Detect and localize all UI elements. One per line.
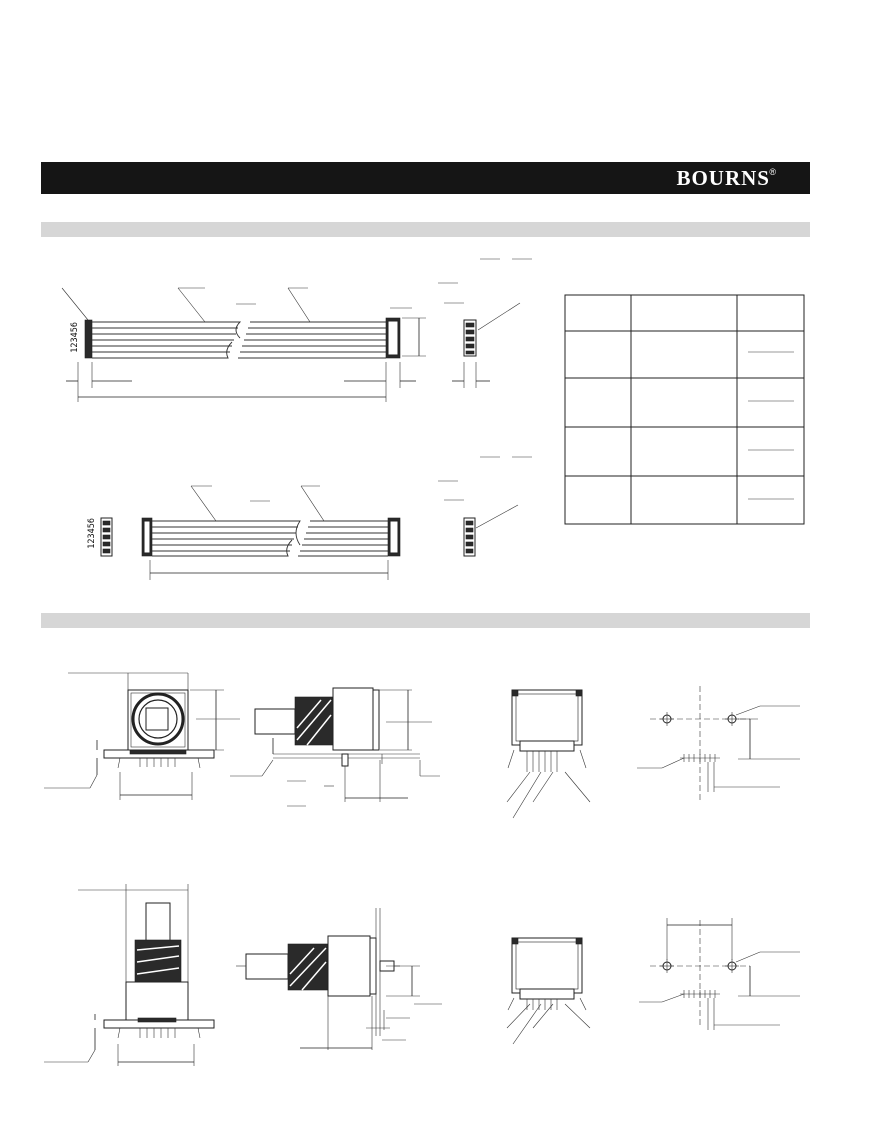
cable-bottom-pin-numbers: 123456	[87, 518, 97, 549]
cable-top-wires-right	[238, 322, 386, 358]
cable-left-connector	[85, 320, 92, 358]
cable-assembly-bottom	[101, 457, 532, 580]
cable-assembly-top	[62, 259, 532, 402]
encoder-side-view-1	[230, 688, 440, 806]
encoder-front-view-2	[44, 884, 214, 1066]
cable-length-table	[565, 295, 804, 524]
encoder-side-view-2	[236, 908, 442, 1050]
encoder-marking-view-1	[507, 690, 590, 818]
cable-top-wires-left	[92, 322, 240, 358]
cable-top-pin-numbers: 123456	[70, 322, 80, 353]
encoder-front-view-1	[44, 673, 240, 800]
registered-mark: ®	[769, 167, 776, 177]
pcb-layout-2	[639, 918, 800, 1030]
pcb-layout-1	[637, 686, 800, 800]
cable-bottom-wires	[152, 521, 388, 556]
bourns-logo: BOURNS	[676, 166, 770, 190]
encoder-marking-view-2	[507, 938, 590, 1044]
